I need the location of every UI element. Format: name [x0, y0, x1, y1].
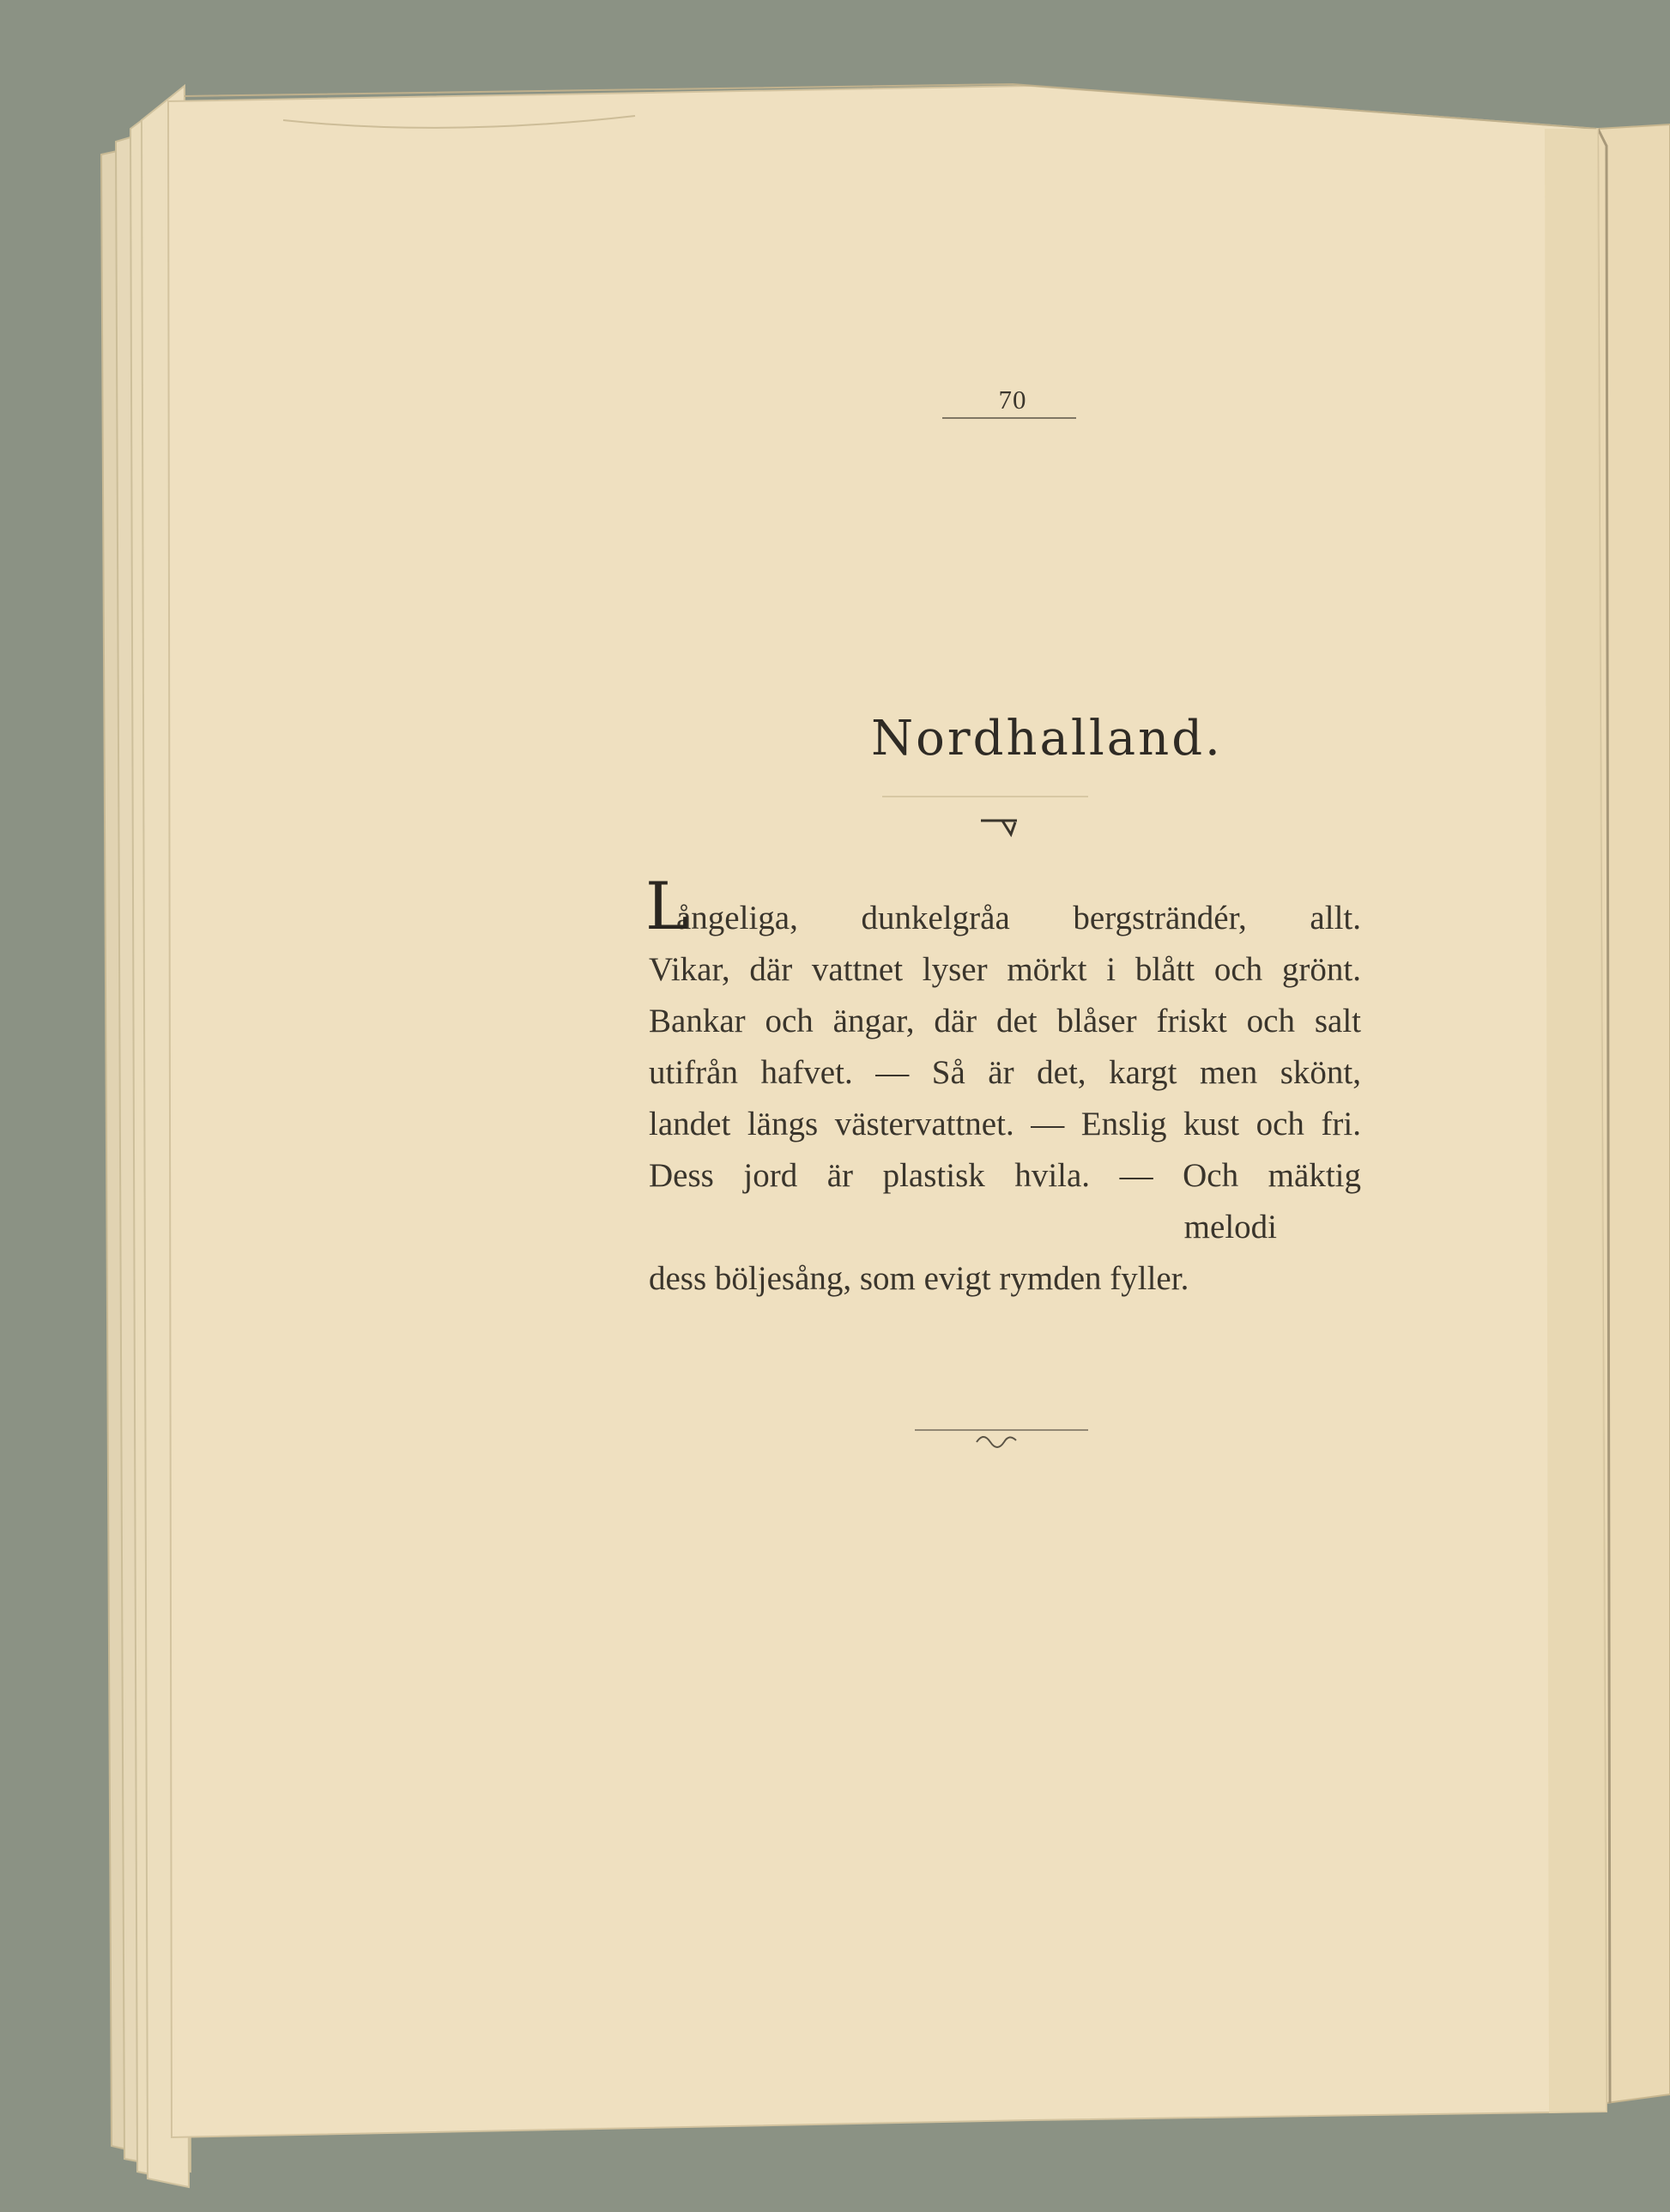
- poem-line-1-text: ångeliga, dunkelgråa bergsträndér, allt.: [676, 900, 1361, 936]
- poem-line-8: dess böljesång, som evigt rymden fyller.: [649, 1260, 1189, 1297]
- page-number: 70: [998, 385, 1027, 415]
- poem-line-3: Bankar och ängar, där det blåser friskt och salt: [649, 1003, 1361, 1039]
- poem-line-6: Dess jord är plastisk hvila. — Och mäktig: [649, 1157, 1361, 1194]
- poem-line-1: [645, 868, 1361, 944]
- poem-line-5: landet längs västervattnet. — Enslig kust och fri.: [649, 1106, 1361, 1142]
- poem-line-7: melodi: [1183, 1209, 1277, 1245]
- page-title: Nordhalland.: [871, 711, 1223, 767]
- poem-text: [645, 868, 1361, 1305]
- poem-line-4: utifrån hafvet. — Så är det, kargt men skönt,: [649, 1054, 1361, 1091]
- drop-cap: L: [645, 868, 689, 944]
- poem-line-2: Vikar, där vattnet lyser mörkt i blått och grönt.: [649, 951, 1361, 988]
